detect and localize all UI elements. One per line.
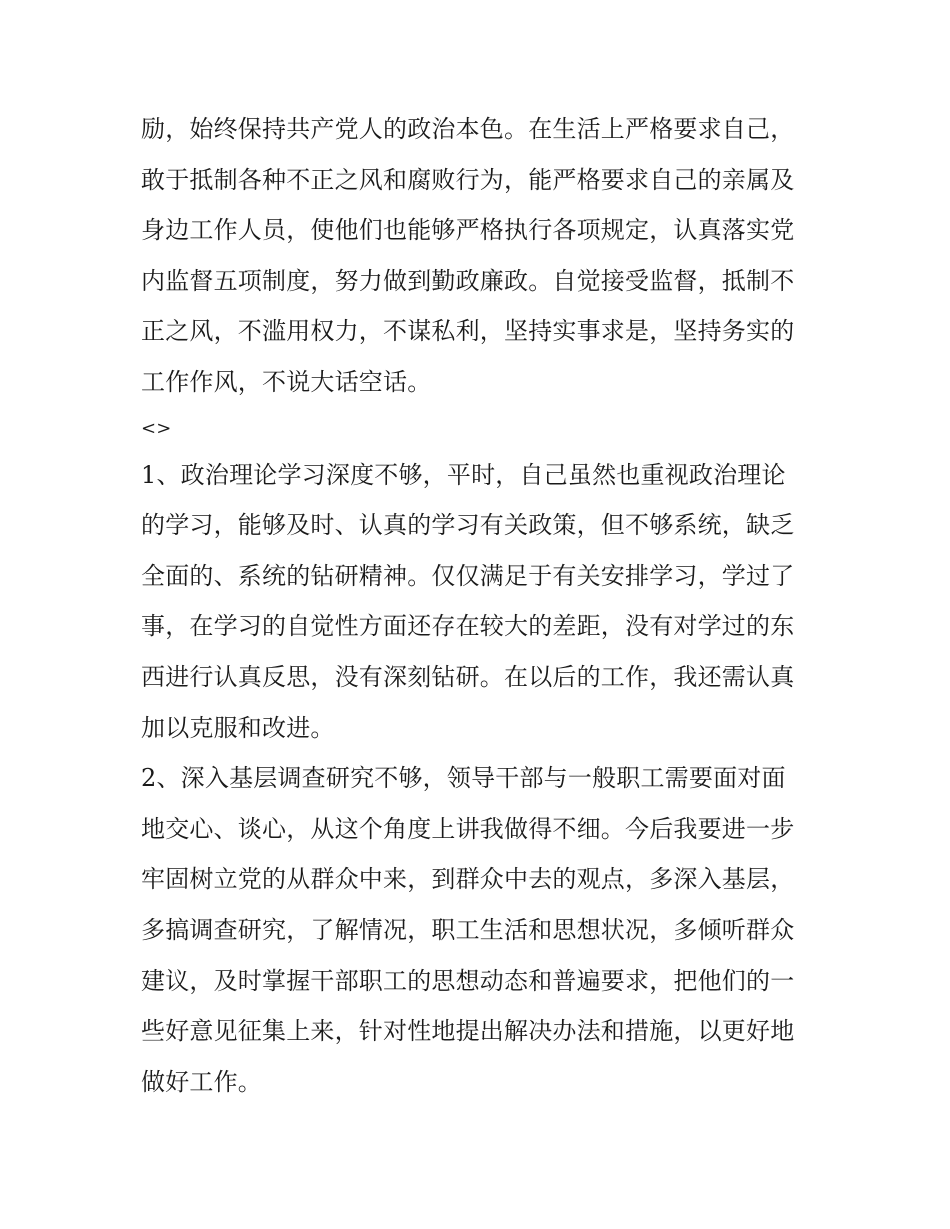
text-line: 做好工作。 — [141, 1067, 262, 1096]
paragraph-item-2 — [141, 753, 811, 1107]
text-line: 2、深入基层调查研究不够，领导干部与一般职工需要面对面 — [141, 764, 786, 793]
text-line: 西进行认真反思，没有深刻钻研。在以后的工作，我还需认真 — [141, 662, 795, 691]
text-line: 事，在学习的自觉性方面还存在较大的差距，没有对学过的东 — [141, 612, 795, 641]
paragraph-integrity — [141, 104, 811, 408]
text-line: 身边工作人员，使他们也能够严格执行各项规定，认真落实党 — [141, 216, 795, 245]
text-line: 正之风，不滥用权力，不谋私利，坚持实事求是，坚持务实的 — [141, 317, 795, 346]
text-line: 励，始终保持共产党人的政治本色。在生活上严格要求自己， — [141, 115, 795, 143]
text-line: 加以克服和改进。 — [141, 713, 335, 742]
text-line: 牢固树立党的从群众中来，到群众中去的观点，多深入基层， — [141, 865, 795, 894]
text-line: 地交心、谈心，从这个角度上讲我做得不细。今后我要进一步 — [141, 814, 795, 843]
text-line: 建议，及时掌握干部职工的思想动态和普遍要求，把他们的一 — [141, 966, 795, 995]
text-line: 敢于抵制各种不正之风和腐败行为，能严格要求自己的亲属及 — [141, 165, 795, 194]
text-line: 多搞调查研究，了解情况，职工生活和思想状况，多倾听群众 — [141, 915, 795, 944]
paragraph-item-1 — [141, 450, 811, 754]
text-line: 的学习，能够及时、认真的学习有关政策，但不够系统，缺乏 — [141, 511, 795, 540]
document-body — [141, 104, 811, 1107]
text-line: 工作作风，不说大话空话。 — [141, 367, 432, 396]
text-line: 1、政治理论学习深度不够，平时，自己虽然也重视政治理论 — [141, 460, 786, 489]
text-line: 些好意见征集上来，针对性地提出解决办法和措施，以更好地 — [141, 1017, 795, 1046]
section-marker: <> — [141, 417, 172, 439]
text-line: 全面的、系统的钻研精神。仅仅满足于有关安排学习，学过了 — [141, 561, 795, 590]
text-line: 内监督五项制度，努力做到勤政廉政。自觉接受监督，抵制不 — [141, 266, 795, 295]
